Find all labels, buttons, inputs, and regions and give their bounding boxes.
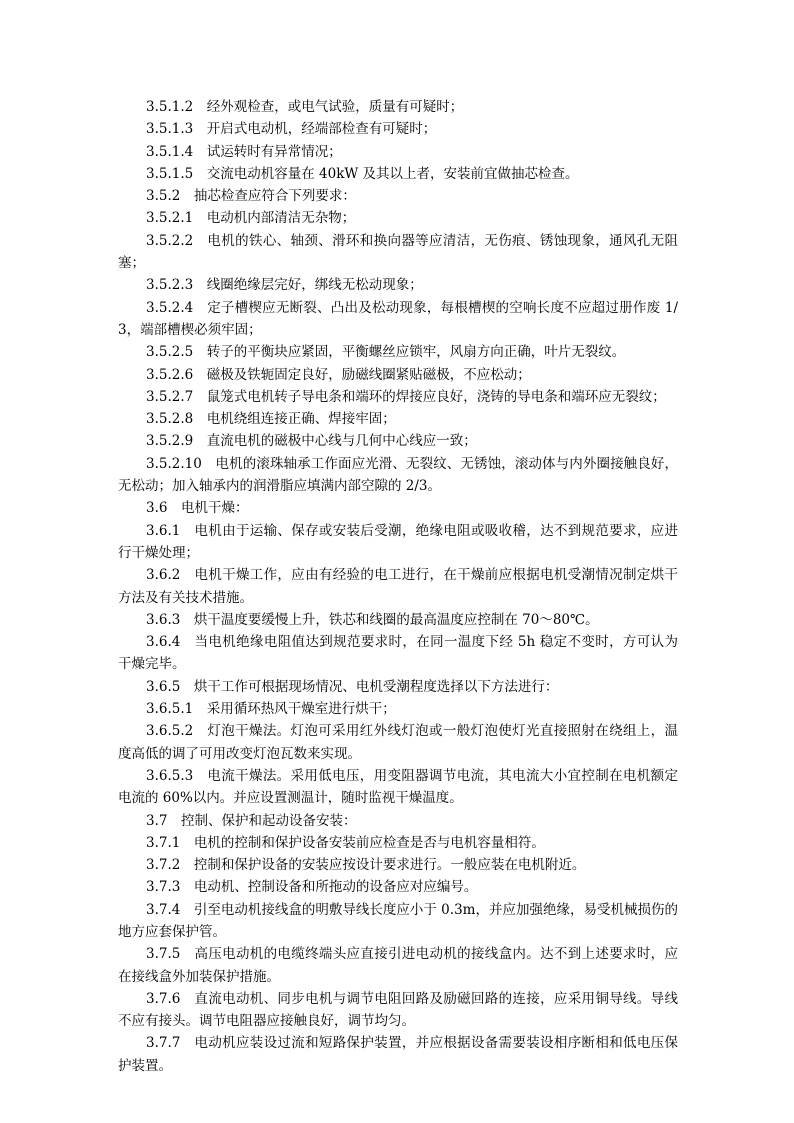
clause-3-6-5: 3.6.5 烘干工作可根据现场情况、电机受潮程度选择以下方法进行： [146, 678, 559, 695]
clause-3-7-5: 3.7.5 高压电动机的电缆终端头应直接引进电动机的接线盒内。达不到上述要求时，应在接线盒外加装保护措施。 [118, 946, 678, 985]
clause-3-5-2-8: 3.5.2.8 电机绕组连接正确、焊接牢固； [146, 411, 396, 428]
clause-3-7-1: 3.7.1 电机的控制和保护设备安装前应检查是否与电机容量相符。 [146, 834, 545, 851]
clause-3-7-7: 3.7.7 电动机应装设过流和短路保护装置，并应根据设备需要装设相序断相和低电压保护装置。 [118, 1035, 678, 1074]
clause-3-5-1-3: 3.5.1.3 开启式电动机，经端部检查有可疑时； [146, 121, 437, 138]
clause-3-5-2-9: 3.5.2.9 直流电机的磁极中心线与几何中心线应一致； [146, 433, 477, 450]
clause-3-6-5-3: 3.6.5.3 电流干燥法。采用低电压，用变阻器调节电流，其电流大小宜控制在电机额定电流的 60%以内。并应设置测温计，随时监视干燥温度。 [118, 767, 678, 807]
clause-3-6-2: 3.6.2 电机干燥工作，应由有经验的电工进行，在干燥前应根据电机受潮情况制定烘干方法及有关技术措施。 [118, 567, 678, 606]
section-3-6-heading: 3.6 电机干燥： [146, 500, 249, 517]
clause-3-7-6: 3.7.6 直流电动机、同步电机与调节电阻回路及励磁回路的连接，应采用铜导线。导线不应有接头。调节电阻器应接触良好，调节均匀。 [118, 990, 678, 1030]
clause-3-5-2-5: 3.5.2.5 转子的平衡块应紧固，平衡螺丝应锁牢，风扇方向正确，叶片无裂纹。 [146, 344, 626, 361]
clause-3-7-4: 3.7.4 引至电动机接线盒的明敷导线长度应小于 0.3m，并应加强绝缘，易受机械损伤的地方应套保护管。 [118, 901, 678, 940]
clause-3-5-2-7: 3.5.2.7 鼠笼式电机转子导电条和端环的焊接应良好，浇铸的导电条和端环应无裂纹； [146, 388, 666, 405]
clause-3-5-2-2: 3.5.2.2 电机的铁心、轴颈、滑环和换向器等应清洁，无伤痕、锈蚀现象，通风孔无阻塞； [118, 232, 678, 272]
clause-3-5-1-4: 3.5.1.4 试运转时有异常情况； [146, 143, 342, 160]
clause-3-6-4: 3.6.4 当电机绝缘电阻值达到规范要求时，在同一温度下经 5h 稳定不变时，方可认为干燥完毕。 [118, 634, 678, 673]
clause-3-5-2-6: 3.5.2.6 磁极及铁轭固定良好，励磁线圈紧贴磁极，不应松动； [146, 366, 531, 383]
clause-3-7-2: 3.7.2 控制和保护设备的安装应按设计要求进行。一般应装在电机附近。 [146, 857, 586, 874]
clause-3-6-3: 3.6.3 烘干温度要缓慢上升，铁芯和线圈的最高温度应控制在 70～80℃。 [146, 611, 599, 628]
clause-3-7-3: 3.7.3 电动机、控制设备和所拖动的设备应对应编号。 [146, 879, 478, 896]
clause-3-5-1-5: 3.5.1.5 交流电动机容量在 40kW 及其以上者，安装前宜做抽芯检查。 [146, 165, 579, 182]
clause-3-5-2-4: 3.5.2.4 定子槽楔应无断裂、凸出及松动现象，每根槽楔的空响长度不应超过册作废 1/3，端部槽楔必须牢固； [118, 299, 678, 338]
clause-3-5-2: 3.5.2 抽芯检查应符合下列要求： [146, 188, 356, 205]
clause-3-5-1-2: 3.5.1.2 经外观检查，或电气试验，质量有可疑时； [146, 99, 464, 115]
clause-3-6-5-1: 3.6.5.1 采用循环热风干燥室进行烘干； [146, 701, 396, 718]
clause-3-5-2-10: 3.5.2.10 电机的滚珠轴承工作面应光滑、无裂纹、无锈蚀，滚动体与内外圈接触良好，无松动；加入轴承内的润滑脂应填满内部空隙的 2/3。 [118, 455, 678, 495]
document-body [118, 96, 678, 1077]
clause-3-6-5-2: 3.6.5.2 灯泡干燥法。灯泡可采用红外线灯泡或一般灯泡使灯光直接照射在绕组上，温度高低的调了可用改变灯泡瓦数来实现。 [118, 723, 678, 762]
section-3-7-heading: 3.7 控制、保护和起动设备安装： [146, 812, 357, 829]
clause-3-5-2-3: 3.5.2.3 线圈绝缘层完好，绑线无松动现象； [146, 277, 423, 294]
clause-3-6-1: 3.6.1 电机由于运输、保存或安装后受潮，绝缘电阻或吸收稽，达不到规范要求，应进行干燥处理； [118, 522, 678, 561]
clause-3-5-2-1: 3.5.2.1 电动机内部清洁无杂物； [146, 210, 356, 227]
